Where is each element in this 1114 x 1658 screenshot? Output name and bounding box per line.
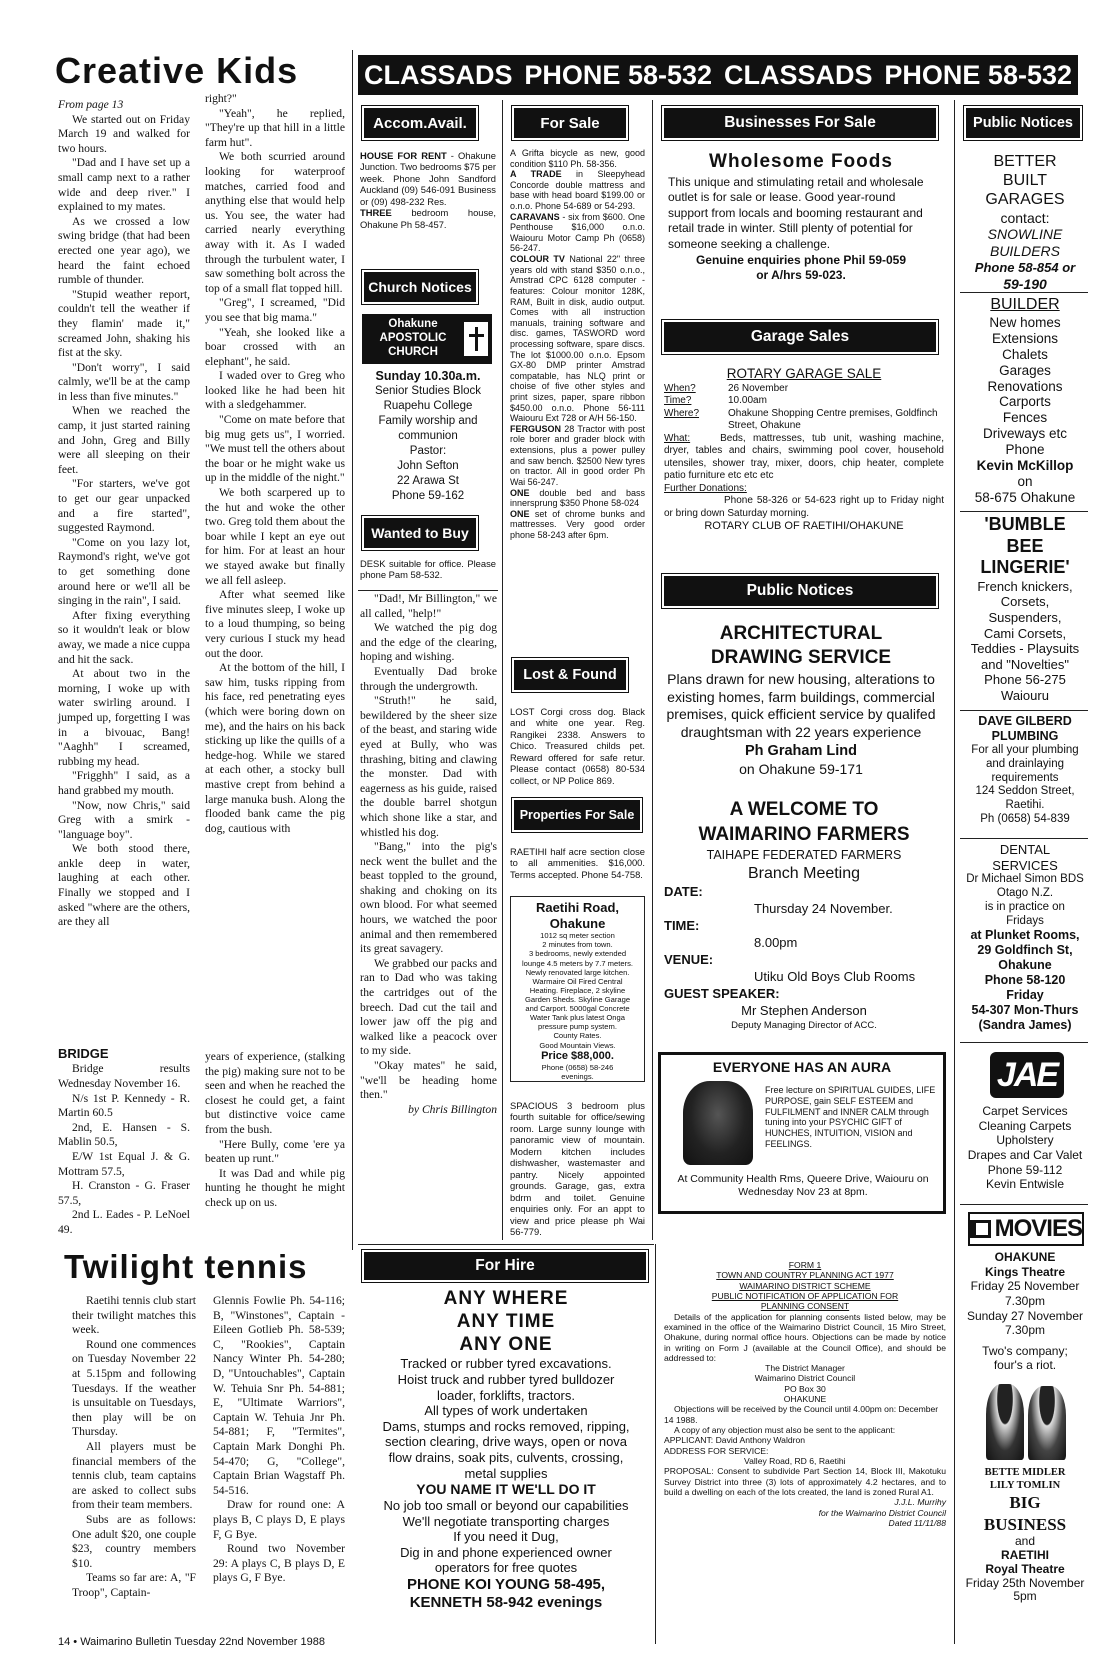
hire-header: For Hire — [364, 1252, 646, 1280]
paragraph: right?" — [205, 92, 237, 105]
listing: THREE bedroom house, Ohakune Ph 58-457. — [360, 207, 496, 230]
garages-ad: BETTER BUILT GARAGES contact: SNOWLINE BUILDERS Phone 58-854 or 59-190 — [974, 153, 1076, 292]
bridge-line: 2nd L. Eades - P. LeNoel 49. — [58, 1208, 190, 1236]
paragraph: "Yeah, she looked like a boar crossed with an elephant", he said. — [205, 325, 345, 368]
paragraph: "Yeah", he replied, "They're up that hill in a little farm hut". — [205, 106, 345, 149]
twilight-col2 — [213, 1294, 345, 1634]
paragraph: We both stood there, ankle deep in water, laughing at each other. Finally we stopped and I asked "where are the others, are they all — [58, 842, 190, 929]
listing: ONE double bed and bass innersprung $350 Phone 58-024 — [510, 487, 645, 509]
creative-kids-col3 — [360, 592, 497, 1242]
paragraph: We grabbed our packs and ran to Dad who was taking the cartridges out of the breech. Dad cut the tail and lower jaw off the pig and walked like a peacock over to my side. — [360, 956, 497, 1058]
bridge-title: BRIDGE — [58, 1046, 109, 1061]
divider — [960, 710, 1088, 711]
bumble-bee-ad: 'BUMBLE BEE LINGERIE' French knickers, Corsets, Suspenders, Cami Corsets, Teddies - Playsuits and "Novelties" Phone 56-275 Waiouru — [970, 514, 1080, 703]
church-details: Sunday 10.30a.m. Senior Studies Block Ruapehu College Family worship and communion Pastor: John Sefton 22 Arawa St Phone 59-162 — [374, 369, 482, 502]
dental-ad: DENTAL SERVICES Dr Michael Simon BDS Otago N.Z. is in practice on Fridays at Plunket Rooms, 29 Goldfinch St, Ohakune Phone 58-120 Friday 54-307 Mon-Thurs (Sandra James) — [966, 842, 1084, 1033]
paragraph: "Frigghh" I said, as a hand grabbed my mouth. — [58, 769, 190, 797]
column-rule — [352, 50, 353, 1250]
paragraph: We watched the pig dog and the edge of the clearing, hoping and wishing. — [360, 621, 497, 664]
forsale-listings — [510, 148, 645, 648]
bridge-line: E/W 1st Equal J. & G. Mottram 57.5, — [58, 1149, 190, 1178]
paragraph: "Come on you lazy lot, Raymond's right, we've got to get something done around here or we'll all be singing in the rain", I said. — [58, 535, 190, 608]
paragraph: "Bang," into the pig's neck went the bullet and the beast toppled to the ground, shaking and choking on its own blood. For what seemed hours, we watched the poor animal and then remembered its great savagery. — [360, 840, 497, 956]
twilight-tennis-title: Twilight tennis — [64, 1248, 308, 1285]
paragraph: After what seemed like five minutes sleep, I woke up to a loud thumping, so being very curious I stuck my head out the door. — [205, 588, 345, 660]
farmers-meeting-ad: A WELCOME TO WAIMARINO FARMERS TAIHAPE FEDERATED FARMERS Branch Meeting DATE: Thursday 24 November. TIME: 8.00pm VENUE: Utiku Old Boys Club Rooms GUEST SPEAKER: Mr Stephen Anderson Deputy Managing Director of ACC. — [664, 799, 916, 1031]
paragraph: We both scarpered up to the hut and woke the other two. Greg told them about the boar while I kept an eye out for him. For at least an hour we stayed awake but finally we all fell asleep. — [205, 486, 345, 587]
listing: A Grifta bicycle as new, good condition $110 Ph. 58-356. — [510, 148, 645, 169]
paragraph: It was Dad and while pig hunting he thought he might check up on us. — [205, 1166, 345, 1209]
jae-ad: Carpet Services Cleaning Carpets Upholstery Drapes and Car Valet Phone 59-112 Kevin Entwisle — [967, 1104, 1083, 1192]
movies-ad: OHAKUNE Kings Theatre Friday 25 November 7.30pm Sunday 27 November 7.30pm — [966, 1250, 1084, 1338]
business-header: Businesses For Sale — [664, 108, 936, 138]
paragraph: All players must be financial members of the tennis club, team captains are asked to collect subs from their team members. — [72, 1439, 196, 1512]
paragraph: Teams so far are: A, "F Troop", Captain- — [72, 1571, 196, 1599]
paragraph: "Okay mates" he said, "we'll be heading home then." — [360, 1059, 497, 1102]
wanted-header: Wanted to Buy — [364, 518, 476, 548]
paragraph: years of experience, (stalking the pig) making sure not to be seen and when he reached the closest he could get, a faint but distinctive voice came from the bush. — [205, 1050, 345, 1136]
from-page: From page 13 — [58, 98, 124, 111]
divider — [358, 590, 498, 591]
creative-kids-col2 — [205, 92, 345, 1050]
paragraph: "Dad!, Mr Billington," we all called, "help!" — [360, 592, 497, 620]
creative-kids-col2b — [205, 1050, 345, 1260]
paragraph: "Greg", I screamed, "Did you see that big mama." — [205, 296, 345, 324]
listing: HOUSE FOR RENT - Ohakune Junction. Two bedrooms $75 per week. Phone John Sandford Auckland (09) 546-091 Business or (09) 498-232 Res. — [360, 150, 496, 207]
paragraph: "For starters, we've got to get our gear unpacked and a fire started", suggested Raymond. — [58, 477, 190, 535]
classads-banner — [358, 55, 1078, 95]
movie-credits: BETTE MIDLER LILY TOMLIN BIG BUSINESS and RAETIHI Royal Theatre Friday 25th November 5pm — [965, 1467, 1085, 1604]
listing: COLOUR TV National 22" three years old with stand $350 o.n.o., Amstrad CPC 6128 computer - features: Colour monitor 128K, RAM, Built in disk, audio output. Comes with all instruction manuals, training software and disc. games, TASWORD word processing software, spare discs. The lot $1000.00 o.n.o. Epsom GX-80 DMP printer Amstrad compatable, has NLQ print or choise of five other styles and print sizes, paper, spare ribbon $450.00 o.n.o. Phone 56-111 Waiouru Ext 728 or A/H 56-150. — [510, 254, 645, 424]
rotary-garage-sale: ROTARY GARAGE SALE When? 26 November Time? 10.00am Where? Ohakune Shopping Centre premises, Goldfinch Street, Ohakune What: Beds, mattresses, tub unit, washing machine, dryer, tables and chairs, swimming pool cover, household utensiles, shower tray, mixer, doors, chip heater, complete patio furniture etc etc etc Further Donations: Phone 58-326 or 54-623 right up to Friday night or bring down Saturday morning. ROTARY CLUB OF RAETIHI/OHAKUNE — [664, 366, 944, 533]
properties-listing: RAETIHI half acre section close to all ammenities. $16,000. Terms accepted. Phone 54-758. — [510, 846, 645, 880]
paragraph: "Stupid weather report, couldn't tell the weather if they flamin' made it," screamed John, shaking his fist at the sky. — [58, 287, 190, 360]
paragraph: Round two November 29: A plays C, B plays D, E plays G, F Bye. — [213, 1542, 345, 1585]
architectural-ad: ARCHITECTURAL DRAWING SERVICE Plans drawn for new housing, alterations to existing homes, farm buildings, commercial premises, quick efficient service by qualifed draughtsman with 22 years experience Ph Graham Lind on Ohakune 59-171 — [666, 623, 936, 777]
public-notices-header: Public Notices — [664, 576, 936, 606]
jae-logo: JAE — [990, 1052, 1064, 1098]
portrait-photo — [683, 1081, 753, 1165]
paragraph: At the bottom of the hill, I saw him, tusks ripping from his face, red penetrating eyes (which were boring down on me), and the hairs on his back sticking up like the quills of a hedge-hog. While we stared at each other, a stocky bull mastive crept from behind a large manuka bush. Along the flooded bank came the pig dog, cautious with — [205, 661, 345, 835]
paragraph: "Come on mate before that big mug gets us", I worried. "We must tell the others about the boar or he might wake us up in the middle of the night." — [205, 413, 345, 485]
movie-poster-image — [982, 1380, 1072, 1464]
listing: A TRADE in Sleepyhead Concorde double mattress and base with head board $199.00 or o.n.o. Phone 54-689 or 54-293. — [510, 169, 645, 212]
paragraph: "Dad and I have set up a small camp next to a rather wide and deep river." I explained to my mates. — [58, 156, 190, 214]
paragraph: Subs are as follows: One adult $20, one couple $23, country members $10. — [72, 1512, 196, 1570]
church-logo-text: Ohakune — [388, 318, 438, 331]
movie-tagline: Two's company; four's a riot. — [982, 1344, 1068, 1373]
lost-header: Lost & Found — [514, 660, 626, 690]
banner-text: PHONE 58-532 — [524, 59, 713, 90]
movies-logo: MOVIES — [968, 1212, 1084, 1246]
paragraph: Eventually Dad broke through the undergrowth. — [360, 664, 497, 693]
byline: by Chris Billington — [408, 1102, 497, 1116]
listing: CARAVANS - six from $600. One Penthouse $16,000 o.n.o. Waiouru Motor Camp Ph (0658) 56-247. — [510, 211, 645, 254]
divider — [960, 511, 1088, 512]
church-logo — [362, 314, 492, 364]
divider — [960, 1042, 1088, 1043]
divider — [960, 838, 1088, 839]
paragraph: When we reached the camp, it just started raining and John, Greg and Billy were all sleeping on their feet. — [58, 404, 190, 476]
paragraph: After fixing everything so it wouldn't leak or blow away, we made a nice cuppa and hit the sack. — [58, 608, 190, 666]
bridge-line: 2nd, E. Hansen - S. Mablin 50.5, — [58, 1120, 190, 1149]
paragraph: "Don't worry", I said calmly, we'll be at the camp in less than five minutes." — [58, 360, 190, 403]
cross-icon — [464, 322, 488, 356]
church-logo-text: CHURCH — [388, 345, 438, 358]
wholesome-foods-ad: Wholesome Foods This unique and stimulating retail and wholesale outlet is for sale or lease. Good year-round support from locals and booming restaurant and retail trade in winter. Still plenty of potential for someone seeking a challenge. Genuine enquiries phone Phil 59-059 or A/hrs 59-023. — [668, 151, 924, 283]
paragraph: Round one commences on Tuesday November 22 at 5.15pm and following Tuesdays. If the weather is unsuitable on Tuesdays, then play will be on Thursday. — [72, 1337, 196, 1439]
planning-consent-notice: FORM 1 TOWN AND COUNTRY PLANNING ACT 1977 WAIMARINO DISTRICT SCHEME PUBLIC NOTIFICATION OF APPLICATION FOR PLANNING CONSENT Details of the application for planning consents listed below, may be examined in the office of the Waimarino District Council, 15 Miro Street, Ohakune, during normal office hours. Objections can be made by notice in writing on Form J (available at the Council Office), and should be addressed to: The District Manager Waimarino District Council PO Box 30 OHAKUNE Objections will be received by the Council until 4.00pm on: December 14 1988. A copy of any objection must also be sent to the applicant: APPLICANT: David Anthony Waldron ADDRESS FOR SERVICE: Valley Road, RD 6, Raetihi PROPOSAL: Consent to subdivide Part Section 14, Block III, Makotuku Survey District into three (3) lots of approximately 4.2 hectares, and to build a dwelling on each of the lots created, the land is zoned Rural A1. J.J.L. Murrihy for the Waimarino District Council Dated 11/11/88 — [664, 1260, 946, 1528]
column-rule — [502, 100, 503, 1240]
properties-header: Properties For Sale — [514, 800, 640, 830]
column-rule — [954, 100, 955, 1644]
paragraph: I waded over to Greg who looked like he had been hit with a sledgehammer. — [205, 369, 345, 412]
creative-kids-title: Creative Kids — [55, 50, 299, 91]
banner-text: CLASSADS — [723, 59, 873, 90]
bridge-line: Bridge results Wednesday November 16. — [58, 1062, 190, 1090]
church-header: Church Notices — [364, 272, 476, 302]
bridge-section — [58, 1046, 190, 1258]
paragraph: Raetihi tennis club start their twilight matches this week. — [72, 1294, 196, 1337]
garage-header: Garage Sales — [664, 322, 936, 352]
banner-text: PHONE 58-532 — [884, 59, 1072, 90]
public-notices-right-header: Public Notices — [966, 108, 1080, 138]
twilight-col1 — [72, 1294, 196, 1634]
paragraph: Draw for round one: A plays B, C plays D, E plays F, G Bye. — [213, 1498, 345, 1541]
church-logo-text: APOSTOLIC — [379, 332, 447, 345]
lost-listing: LOST Corgi cross dog. Black and white one year. Reg. Rangikei 2338. Answers to Chico. Treasured childs pet. Reward offered for safe retur. Please contact (0658) 80-534 collect, or NP Police 869. — [510, 706, 645, 786]
plumbing-ad: DAVE GILBERD PLUMBING For all your plumbing and drainlaying requirements 124 Seddon Street, Raetihi. Ph (0658) 54-839 — [971, 714, 1079, 825]
spacious-listing: SPACIOUS 3 bedroom plus fourth suitable for office/sewing room. Large sunny lounge with panoramic view of mountain. Modern kitchen includes dishwasher, wastemaster and pantry. Nicely appointed grounds. Garage, gas, extra bdrm and toilet. Genuine enquiries only. For an appt to view and price please ph Wai 56-779. — [510, 1100, 645, 1238]
paragraph: At about two in the morning, I woke up with water swirling around. I jumped up, forgetting I was in a bivouac, Bang! "Aaghh" I screamed, rubbing my head. — [58, 667, 190, 768]
bridge-line: H. Cranston - G. Fraser 57.5, — [58, 1179, 190, 1207]
paragraph: We started out on Friday March 19 and walked for two hours. — [58, 112, 190, 155]
listing: ONE set of chrome bunks and mattresses. Very good order phone 58-243 after 6pm. — [510, 508, 645, 540]
column-rule — [652, 100, 653, 1240]
accom-listings — [360, 150, 496, 260]
aura-ad: EVERYONE HAS AN AURA Free lecture on SPIRITUAL GUIDES, LIFE PURPOSE, gain SELF ESTEEM and FULFILMENT and INNER CALM through tuning into your PSYCHIC GIFT of HUNCHES, INTUITION, VISION and FEELINGS. At Community Health Rms, Queere Drive, Waiouru on Wednesday Nov 23 at 8pm. — [658, 1052, 946, 1214]
forsale-header: For Sale — [514, 108, 626, 138]
film-icon — [970, 1220, 991, 1238]
accom-header: Accom.Avail. — [364, 108, 476, 138]
bridge-line: N/s 1st P. Kennedy - R. Martin 60.5 — [58, 1091, 190, 1120]
column-rule — [655, 1244, 656, 1644]
listing: FERGUSON 28 Tractor with post role borer and grader block with extensions, plus a power pulley and saw bench. $2500 New tyres on tractor. All in good order Ph Wai 56-247. — [510, 423, 645, 487]
paragraph: We both scurried around looking for waterproof matches, carried food and anything else that would help us. You see, the water had carried nearly everything away with it. As I waded through the turbulent water, I saw something bolt across the top of a small flat topped hill. — [205, 150, 345, 295]
creative-kids-col1 — [58, 98, 190, 1050]
paragraph: "Here Bully, come 'ere ya beaten up runt." — [205, 1137, 345, 1166]
wanted-listing: DESK suitable for office. Please phone Pam 58-532. — [360, 558, 496, 581]
paragraph: Glennis Fowlie Ph. 54-116; B, "Winstones", Captain - Eileen Gotlieb Ph. 58-539; C, "Rookies", Captain Nancy Winter Ph. 54-280; D, "Untouchables", Captain W. Tehuia Snr Ph. 54-881; E, "Ultimate Warriors", Captain W. Tehuia Jnr Ph. 54-881; F, "Termites", Captain Mark Donghi Ph. 54-470; G, "College", Captain Brian Wagstaff Ph. 54-516. — [213, 1294, 345, 1497]
builder-ad: BUILDER New homes Extensions Chalets Garages Renovations Carports Fences Driveways etc Phone Kevin McKillop on 58-675 Ohakune — [974, 296, 1076, 506]
divider — [960, 1204, 1088, 1205]
paragraph: "Struth!" he said, bewildered by the sheer size of the beast, and staring wide eyed at Bully, who was thrashing, biting and clawing the monster. Dad with eagerness as his guide, raised the double barrel shotgun which shone like a star, and whistled his dog. — [360, 694, 497, 839]
divider — [960, 292, 1088, 293]
banner-text: CLASSADS — [363, 59, 513, 90]
paragraph: "Now, now Chris," said Greg with a smirk - "language boy". — [58, 798, 190, 841]
hire-ad: ANY WHERE ANY TIME ANY ONE Tracked or rubber tyred excavations. Hoist truck and rubber tyred bulldozer loader, forklifts, tractors. All types of work undertaken Dams, stumps and rocks removed, ripping, section clearing, drive ways, open or nova flow drains, soak pits, culvents, crossing, metal supplies YOU NAME IT WE'LL DO IT No job too small or beyond our capabilities We'll negotiate transporting charges If you need it Dug, Dig in and phone experienced owner operators for free quotes PHONE KOI YOUNG 58-495, KENNETH 58-942 evenings — [382, 1288, 630, 1611]
paragraph: As we crossed a low swing bridge (that had been erected one year ago), we heard the faint echoed rumble of thunder. — [58, 214, 190, 287]
raetihi-road-ad: Raetihi Road, Ohakune 1012 sq meter section 2 minutes from town. 3 bedrooms, newly extended lounge 4.5 meters by 7.7 meters. Newly renovated large kitchen. Warmaire Oil Fired Central Heating. Fireplace, 2 skyline Garden Sheds. Skyline Garage and Carport. 5000gal Concrete Water Tank plus latest Onga pressure pump system. County Rates. Good Mountain Views. Price $88,000. Phone (0658) 58-246 evenings. — [510, 896, 645, 1082]
divider — [358, 1244, 654, 1245]
page-footer: 14 • Waimarino Bulletin Tuesday 22nd November 1988 — [58, 1636, 325, 1648]
